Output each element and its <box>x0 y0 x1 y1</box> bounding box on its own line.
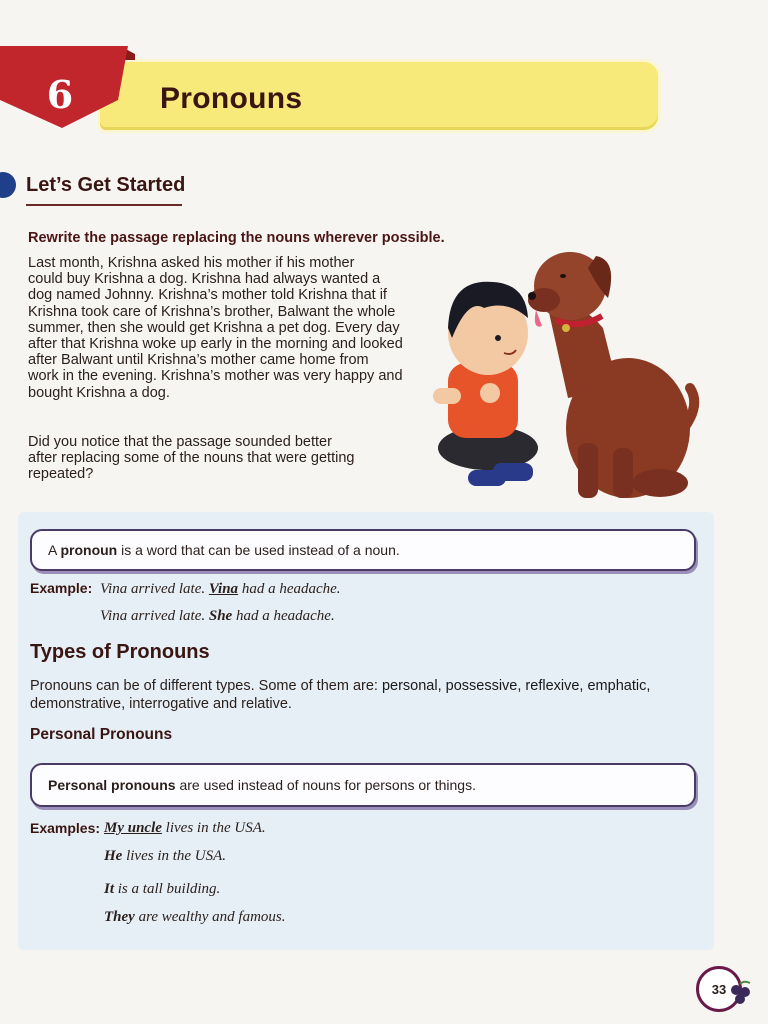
example-text: is a tall building. <box>114 881 221 897</box>
example-line <box>104 909 286 926</box>
example-text: are wealthy and famous. <box>134 909 286 925</box>
boy-and-dog-illustration <box>428 238 708 506</box>
passage-line: dog named Johnny. Krishna’s mother told Krishna that if <box>28 287 387 304</box>
passage-line: work in the evening. Krishna’s mother was very happy and <box>28 368 403 385</box>
definition-term: Personal pronouns <box>48 777 176 793</box>
example-line <box>104 848 226 865</box>
example-line <box>104 881 220 898</box>
passage-line: after Balwant until Krishna’s mother came home from <box>28 352 369 369</box>
passage-line: bought Krishna a dog. <box>28 384 170 401</box>
definition-prefix: A <box>48 542 61 558</box>
example-line <box>104 820 266 837</box>
chapter-title: Pronouns <box>160 82 303 115</box>
definition-term: pronoun <box>60 542 118 558</box>
example-text: had a headache. <box>238 581 341 597</box>
definition-text: is a word that can be used instead of a noun. <box>117 542 400 558</box>
instruction-text: Rewrite the passage replacing the nouns wherever possible. <box>28 230 445 246</box>
section-marker-icon <box>0 172 16 198</box>
types-list: personal, possessive, reflexive, emphatic, <box>381 678 651 694</box>
personal-pronouns-heading: Personal Pronouns <box>30 726 173 743</box>
passage-line: after that Krishna woke up early in the morning and looked <box>28 336 403 353</box>
question <box>28 434 388 483</box>
example-text: Vina arrived late. <box>100 608 209 624</box>
page-number: 33 <box>696 966 742 1012</box>
pronoun-definition-box <box>30 529 696 571</box>
example-pronoun: It <box>104 881 115 897</box>
passage <box>28 255 428 401</box>
example-underlined: My uncle <box>104 820 162 836</box>
example-text: lives in the USA. <box>161 820 266 836</box>
question-line: repeated? <box>28 466 94 483</box>
example-line <box>100 608 335 625</box>
example-pronoun: They <box>104 909 135 925</box>
passage-line: summer, then she would get Krishna a pet dog. Every day <box>28 319 400 336</box>
section-title: Let’s Get Started <box>26 174 186 196</box>
types-heading: Types of Pronouns <box>30 641 210 663</box>
personal-pronoun-definition-box <box>30 763 696 807</box>
types-paragraph <box>30 677 690 713</box>
passage-line: could buy Krishna a dog. Krishna had always wanted a <box>28 271 381 288</box>
example-text: lives in the USA. <box>122 848 227 864</box>
section-underline <box>26 204 182 206</box>
question-line: Did you notice that the passage sounded better <box>28 434 332 450</box>
passage-line: Krishna took care of Krishna’s brother, Balwant the whole <box>28 303 396 320</box>
definition-text: are used instead of nouns for persons or things. <box>175 777 476 793</box>
grapes-icon <box>728 980 758 1010</box>
chapter-number: 6 <box>46 72 74 117</box>
example-underlined: Vina <box>208 581 239 597</box>
example-label: Example: <box>30 580 93 596</box>
types-text: Pronouns can be of different types. Some of them are: <box>30 678 382 694</box>
example-pronoun: She <box>208 608 233 624</box>
example-text: had a headache. <box>232 608 335 624</box>
example-text: Vina arrived late. <box>100 581 209 597</box>
example-pronoun: He <box>104 848 123 864</box>
types-text: demonstrative, interrogative and relative. <box>30 696 292 712</box>
example-line <box>100 581 341 598</box>
examples-label: Examples: <box>30 820 101 836</box>
question-line: after replacing some of the nouns that were getting <box>28 450 355 467</box>
passage-line: Last month, Krishna asked his mother if his mother <box>28 255 355 271</box>
